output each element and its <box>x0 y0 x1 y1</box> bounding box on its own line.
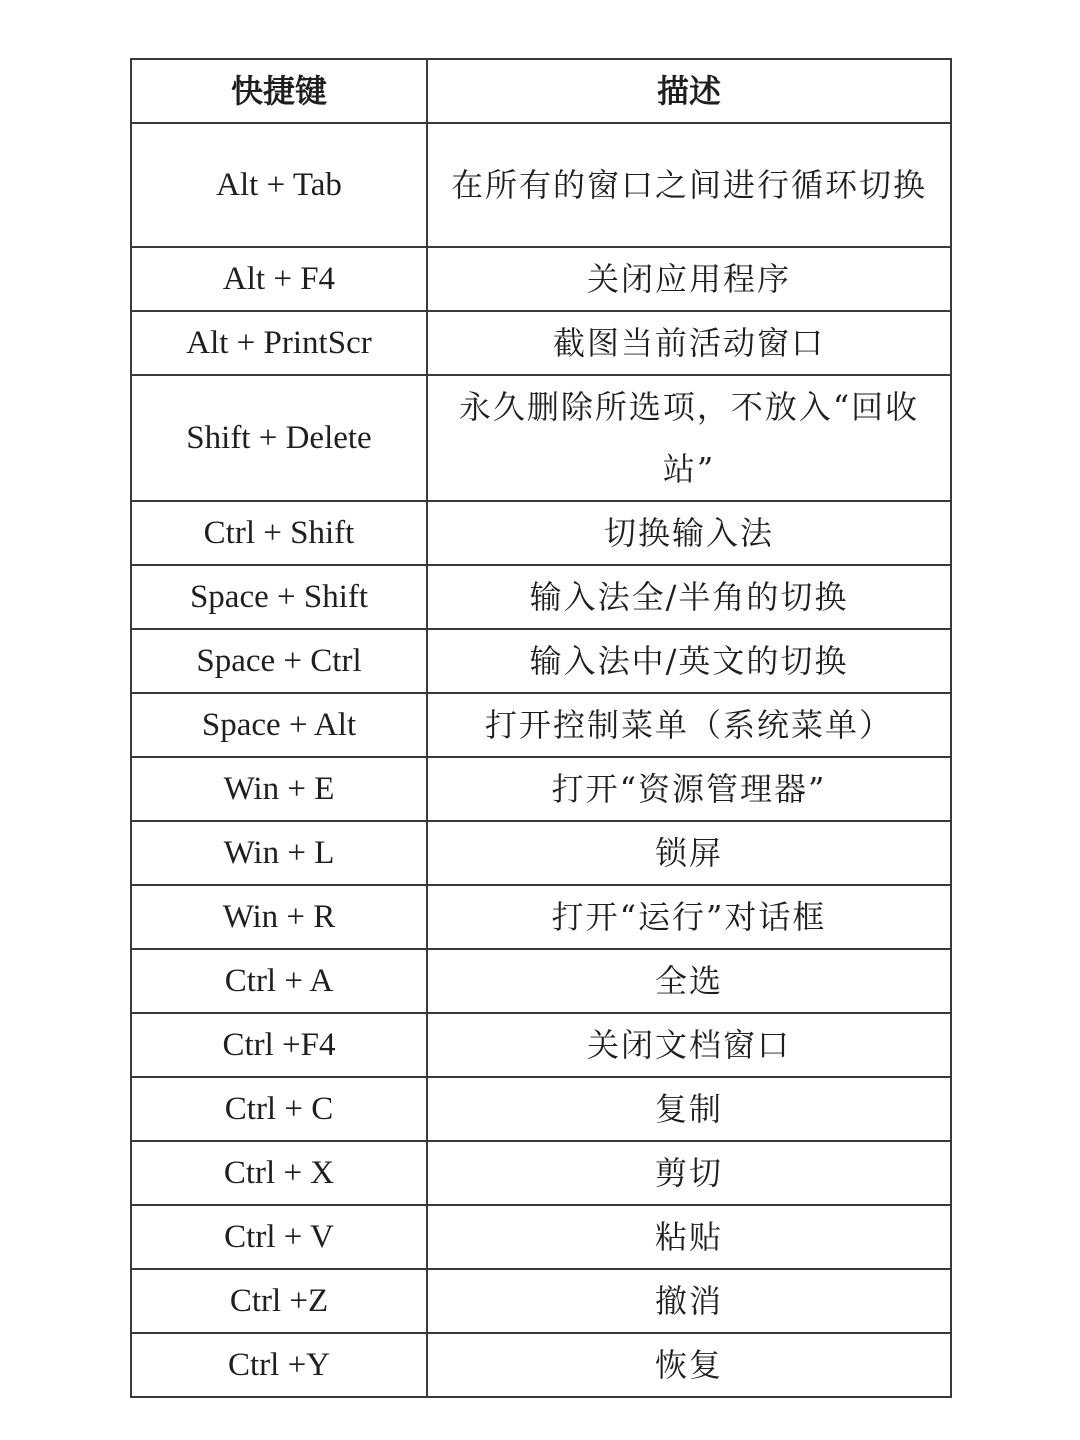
table-row <box>131 311 951 375</box>
description-cell: 关闭文档窗口 <box>427 1013 951 1077</box>
description-cell: 输入法中/英文的切换 <box>427 629 951 693</box>
shortcut-key-cell: Ctrl +Z <box>131 1269 427 1333</box>
shortcut-key-cell: Space + Shift <box>131 565 427 629</box>
description-cell: 恢复 <box>427 1333 951 1397</box>
shortcut-key-cell: Ctrl + V <box>131 1205 427 1269</box>
shortcut-table <box>130 58 952 1398</box>
shortcut-table-container <box>130 58 950 1398</box>
table-header-row <box>131 59 951 123</box>
shortcut-key-cell: Alt + Tab <box>131 123 427 247</box>
shortcut-key-cell: Space + Alt <box>131 693 427 757</box>
description-cell: 粘贴 <box>427 1205 951 1269</box>
table-row <box>131 1077 951 1141</box>
header-shortcut-key: 快捷键 <box>131 59 427 123</box>
table-row <box>131 757 951 821</box>
header-description: 描述 <box>427 59 951 123</box>
description-cell: 打开控制菜单（系统菜单） <box>427 693 951 757</box>
table-row <box>131 885 951 949</box>
description-cell: 剪切 <box>427 1141 951 1205</box>
shortcut-key-cell: Shift + Delete <box>131 375 427 501</box>
table-row <box>131 629 951 693</box>
description-cell: 输入法全/半角的切换 <box>427 565 951 629</box>
table-row <box>131 1013 951 1077</box>
shortcut-key-cell: Ctrl +Y <box>131 1333 427 1397</box>
table-row <box>131 1141 951 1205</box>
description-cell: 复制 <box>427 1077 951 1141</box>
shortcut-key-cell: Space + Ctrl <box>131 629 427 693</box>
table-row <box>131 1269 951 1333</box>
table-row <box>131 123 951 247</box>
shortcut-key-cell: Ctrl + C <box>131 1077 427 1141</box>
shortcut-key-cell: Ctrl + Shift <box>131 501 427 565</box>
shortcut-key-cell: Win + E <box>131 757 427 821</box>
table-row <box>131 693 951 757</box>
description-cell: 全选 <box>427 949 951 1013</box>
description-cell: 关闭应用程序 <box>427 247 951 311</box>
description-cell: 永久删除所选项，不放入“回收站” <box>427 375 951 501</box>
table-row <box>131 501 951 565</box>
table-row <box>131 247 951 311</box>
description-cell: 切换输入法 <box>427 501 951 565</box>
table-row <box>131 375 951 501</box>
shortcut-key-cell: Win + L <box>131 821 427 885</box>
table-row <box>131 949 951 1013</box>
shortcut-key-cell: Ctrl + X <box>131 1141 427 1205</box>
shortcut-key-cell: Ctrl + A <box>131 949 427 1013</box>
table-row <box>131 1205 951 1269</box>
shortcut-key-cell: Ctrl +F4 <box>131 1013 427 1077</box>
shortcut-key-cell: Alt + PrintScr <box>131 311 427 375</box>
table-row <box>131 565 951 629</box>
description-cell: 撤消 <box>427 1269 951 1333</box>
table-row <box>131 1333 951 1397</box>
description-cell: 截图当前活动窗口 <box>427 311 951 375</box>
shortcut-key-cell: Win + R <box>131 885 427 949</box>
description-cell: 锁屏 <box>427 821 951 885</box>
shortcut-key-cell: Alt + F4 <box>131 247 427 311</box>
description-cell: 打开“资源管理器” <box>427 757 951 821</box>
description-cell: 打开“运行”对话框 <box>427 885 951 949</box>
table-row <box>131 821 951 885</box>
description-cell: 在所有的窗口之间进行循环切换 <box>427 123 951 247</box>
